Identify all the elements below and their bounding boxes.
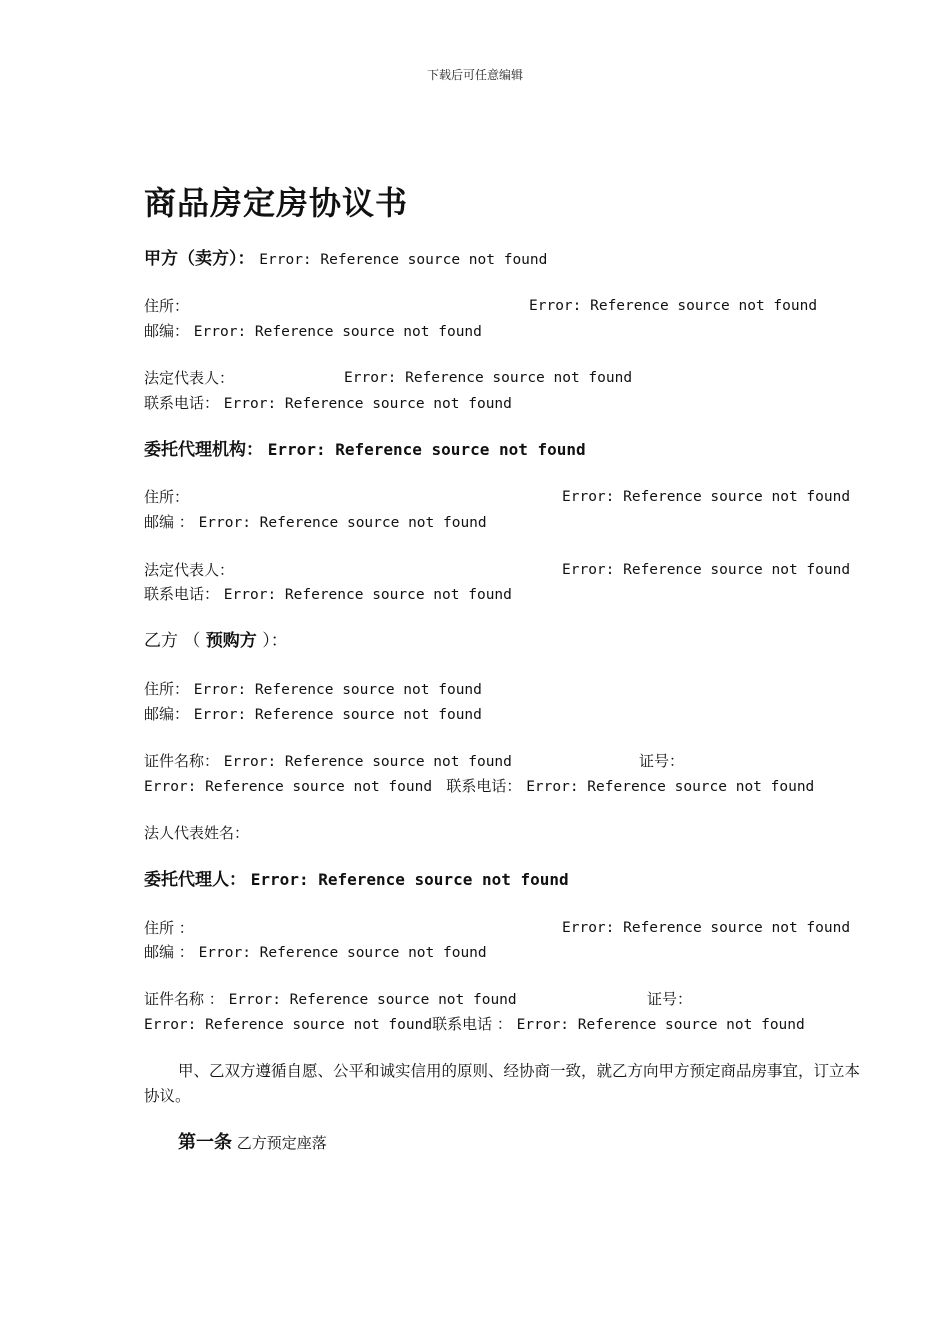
agent-phone-label: 联系电话 ： xyxy=(432,1015,512,1033)
agent-id-no-label: 证号： xyxy=(647,990,693,1008)
agent-address-value: Error: Reference source not found xyxy=(562,920,851,936)
agency-heading: 委托代理机构： xyxy=(144,440,263,460)
buyer-id-no-label: 证号： xyxy=(639,752,685,770)
buyer-zip-label: 邮编： xyxy=(144,705,190,723)
buyer-phone-label: 联系电话： xyxy=(446,777,522,795)
agency-zip-label: 邮编 ： xyxy=(144,513,194,531)
agent-name-value: Error: Reference source not found xyxy=(250,870,569,889)
agency-legal-rep-label: 法定代表人： xyxy=(144,561,235,579)
agency-phone-line xyxy=(144,584,512,605)
agency-name-value: Error: Reference source not found xyxy=(267,440,586,459)
agent-heading-line xyxy=(144,870,569,890)
buyer-zip-line xyxy=(144,704,482,725)
seller-zip-value: Error: Reference source not found xyxy=(193,324,482,340)
buyer-legal-rep-name-label: 法人代表姓名： xyxy=(144,824,250,842)
seller-phone-label: 联系电话： xyxy=(144,394,220,412)
intro-paragraph: 甲、乙双方遵循自愿、公平和诚实信用的原则、经协商一致，就乙方向甲方预定商品房事宜，订立本协议。 xyxy=(144,1062,861,1105)
agent-id-phone-line xyxy=(144,1014,805,1035)
agency-zip-line xyxy=(144,512,487,533)
seller-heading-line xyxy=(144,249,547,270)
buyer-address-line xyxy=(144,679,482,700)
agency-heading-line xyxy=(144,440,586,460)
agency-address-label: 住所： xyxy=(144,488,190,506)
agent-phone-value: Error: Reference source not found xyxy=(516,1017,805,1033)
buyer-id-name-label: 证件名称： xyxy=(144,752,220,770)
buyer-id-no-value: Error: Reference source not found xyxy=(144,779,433,795)
buyer-id-phone-line xyxy=(144,776,814,797)
agent-zip-line xyxy=(144,942,487,963)
seller-zip-label: 邮编： xyxy=(144,322,190,340)
buyer-heading-prefix: 乙方 （ xyxy=(144,631,206,651)
buyer-phone-value: Error: Reference source not found xyxy=(526,779,815,795)
agency-zip-value: Error: Reference source not found xyxy=(198,515,487,531)
document-title: 商品房定房协议书 xyxy=(144,184,409,222)
buyer-id-name-line xyxy=(144,751,512,772)
agent-zip-label: 邮编 ： xyxy=(144,943,194,961)
seller-phone-line xyxy=(144,393,512,414)
agency-address-value: Error: Reference source not found xyxy=(562,489,851,505)
buyer-zip-value: Error: Reference source not found xyxy=(193,707,482,723)
agent-heading: 委托代理人： xyxy=(144,870,246,890)
agent-id-name-label: 证件名称 ： xyxy=(144,990,224,1008)
agent-id-no-value: Error: Reference source not found xyxy=(144,1017,433,1033)
seller-legal-rep-value: Error: Reference source not found xyxy=(344,370,633,386)
buyer-address-label: 住所： xyxy=(144,680,190,698)
page-header: 下载后可任意编辑 xyxy=(426,68,523,82)
agent-address-label: 住所 ： xyxy=(144,919,194,937)
article-1-text: 乙方预定座落 xyxy=(236,1134,327,1152)
agent-id-name-line xyxy=(144,989,517,1010)
seller-zip-line xyxy=(144,321,482,342)
buyer-heading xyxy=(144,631,288,651)
seller-name-value: Error: Reference source not found xyxy=(259,252,548,268)
seller-address-label: 住所： xyxy=(144,297,190,315)
buyer-heading-suffix: ）： xyxy=(256,631,288,651)
agent-zip-value: Error: Reference source not found xyxy=(198,945,487,961)
seller-phone-value: Error: Reference source not found xyxy=(223,396,512,412)
article-1-heading: 第一条 xyxy=(178,1132,232,1153)
seller-heading: 甲方（卖方）： xyxy=(144,249,255,269)
agency-legal-rep-value: Error: Reference source not found xyxy=(562,562,851,578)
buyer-heading-bold: 预购方 xyxy=(205,631,257,651)
agent-id-name-value: Error: Reference source not found xyxy=(228,992,517,1008)
buyer-id-name-value: Error: Reference source not found xyxy=(223,754,512,770)
article-1 xyxy=(178,1133,327,1153)
agency-phone-label: 联系电话： xyxy=(144,585,220,603)
agency-phone-value: Error: Reference source not found xyxy=(223,587,512,603)
seller-address-value: Error: Reference source not found xyxy=(529,298,818,314)
buyer-address-value: Error: Reference source not found xyxy=(193,682,482,698)
seller-legal-rep-label: 法定代表人： xyxy=(144,369,235,387)
